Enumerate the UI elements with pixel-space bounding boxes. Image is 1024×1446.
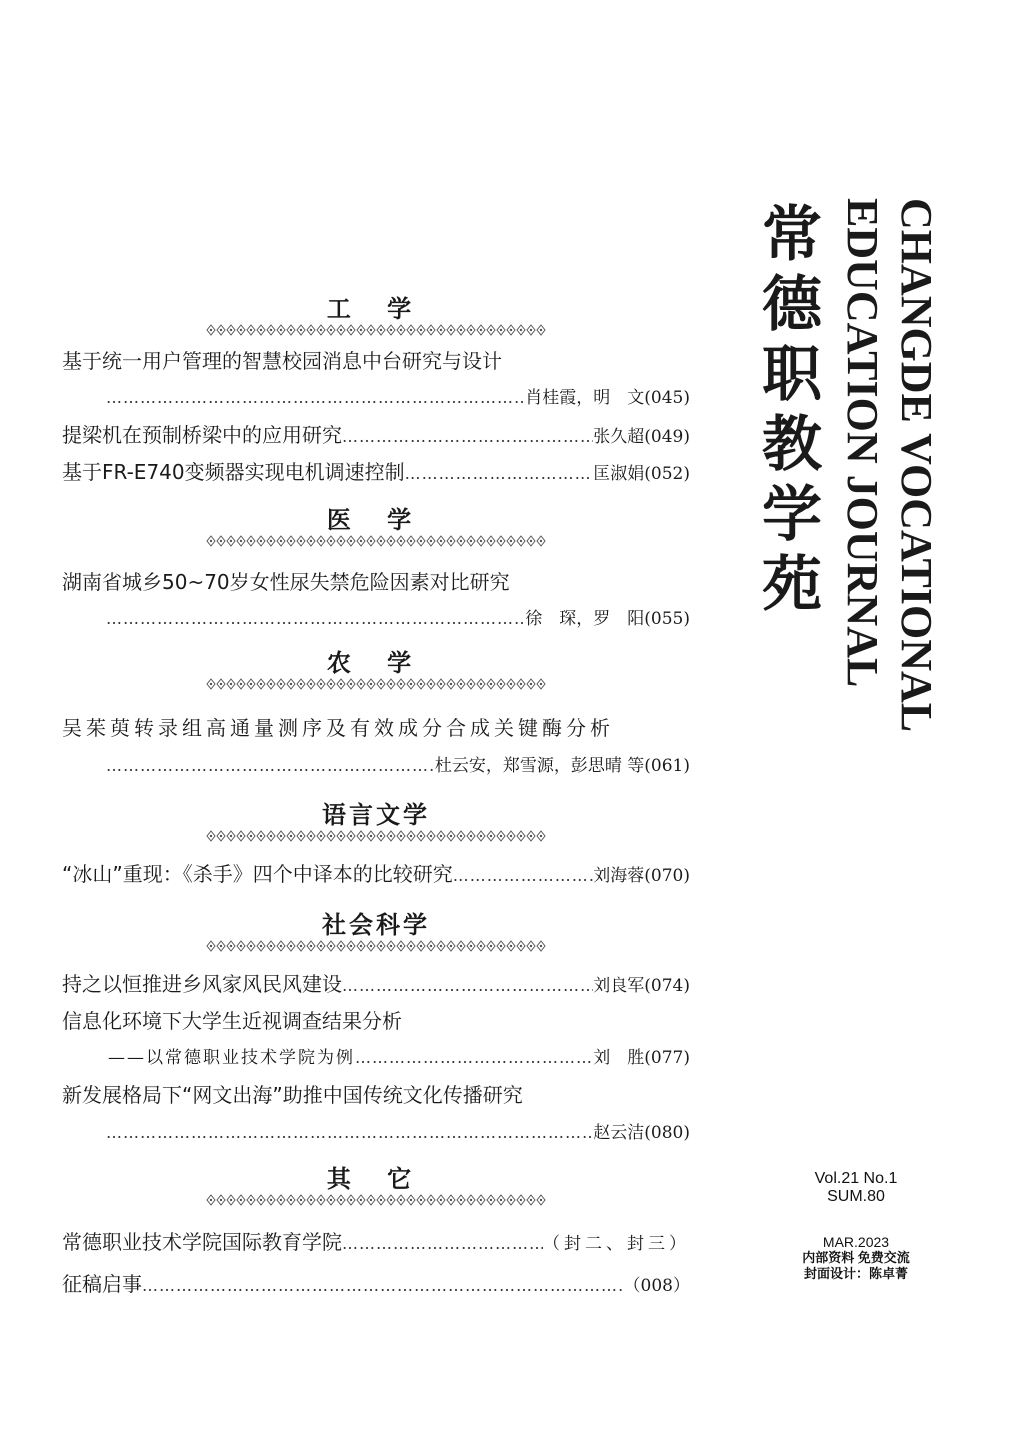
toc-entry-author-line[interactable] [62, 606, 690, 632]
toc-entry-title[interactable] [62, 348, 690, 374]
sum-info: SUM.80 [827, 1188, 885, 1205]
dot-leader [142, 1273, 624, 1297]
dot-leader [106, 753, 435, 779]
toc-entry-author: 徐 琛，罗 阳(055) [525, 609, 690, 629]
toc-entry-author: 肖桂霞，明 文(045) [525, 388, 690, 408]
toc-entry-author: 刘海蓉(070) [593, 866, 690, 886]
toc-entry-author: 刘 胜(077) [593, 1048, 690, 1068]
toc-entry-title[interactable] [62, 1008, 690, 1034]
toc-entry-author: 张久超(049) [593, 427, 690, 447]
toc-entry-author-line[interactable] [62, 1120, 690, 1146]
section-title-linguistics: 语言文学 [322, 801, 430, 829]
toc-entry-title[interactable] [62, 569, 690, 595]
section-title-social: 社会科学 [322, 911, 430, 939]
toc-entry-text: “冰山”重现：《杀手》四个中译本的比较研究 [62, 862, 453, 886]
dot-leader [342, 973, 593, 997]
toc-entry[interactable] [62, 422, 690, 448]
toc-entry-text: 提梁机在预制桥梁中的应用研究 [62, 423, 342, 447]
toc-entry-author: 刘良军(074) [593, 976, 690, 996]
toc-entry-title[interactable] [62, 715, 690, 741]
toc-entry-text: 征稿启事 [62, 1272, 142, 1296]
journal-title-en-line2: EDUCATION JOURNAL [838, 198, 887, 688]
toc-entry-text: 基于FR-E740变频器实现电机调速控制 [62, 460, 405, 484]
toc-entry-subtitle-line[interactable] [62, 1045, 690, 1071]
toc-entry-author-line[interactable] [62, 753, 690, 779]
section-divider-ornament [206, 678, 546, 690]
dot-leader [355, 1045, 593, 1071]
dot-leader [342, 424, 593, 448]
toc-entry[interactable] [62, 971, 690, 997]
section-divider-ornament [206, 535, 546, 547]
dot-leader [106, 385, 525, 411]
toc-entry-text: 常德职业技术学院国际教育学院 [62, 1230, 342, 1254]
dot-leader [453, 863, 594, 887]
section-divider-ornament [206, 940, 546, 952]
distribution-note: 内部资料 免费交流 [802, 1250, 910, 1265]
toc-entry[interactable] [62, 1229, 690, 1255]
dot-leader [106, 606, 525, 632]
journal-title-cn: 常德职教学苑 [752, 202, 822, 622]
toc-entry[interactable] [62, 1271, 690, 1297]
section-title-other: 其 它 [326, 1165, 426, 1193]
issue-date: MAR.2023 [822, 1234, 890, 1250]
dot-leader [405, 461, 594, 485]
toc-entry[interactable] [62, 861, 690, 887]
toc-entry-text: 新发展格局下“网文出海”助推中国传统文化传播研究 [62, 1083, 523, 1107]
toc-entry-author: （封二、封三） [543, 1234, 690, 1254]
toc-entry-author: 杜云安，郑雪源，彭思晴 等(061) [434, 756, 690, 776]
section-divider-ornament [206, 830, 546, 842]
toc-entry-subtitle: ——以常德职业技术学院为例 [108, 1048, 355, 1068]
toc-entry-text: 吴茱萸转录组高通量测序及有效成分合成关键酶分析 [62, 716, 614, 740]
section-title-agriculture: 农 学 [326, 649, 426, 677]
cover-design-credit: 封面设计：陈卓菁 [803, 1266, 908, 1281]
toc-entry-author: （008） [623, 1276, 690, 1296]
volume-info: Vol.21 No.1 [814, 1170, 898, 1187]
toc-entry-author: 赵云洁(080) [593, 1123, 690, 1143]
toc-entry-text: 基于统一用户管理的智慧校园消息中台研究与设计 [62, 349, 502, 373]
toc-entry-author-line[interactable] [62, 385, 690, 411]
toc-entry-text: 湖南省城乡50~70岁女性尿失禁危险因素对比研究 [62, 570, 510, 594]
section-title-engineering: 工 学 [326, 295, 426, 323]
section-title-medicine: 医 学 [326, 506, 426, 534]
section-divider-ornament [206, 324, 546, 336]
dot-leader [342, 1231, 543, 1255]
toc-entry-text: 信息化环境下大学生近视调查结果分析 [62, 1009, 402, 1033]
toc-entry-author: 匡淑娟(052) [593, 464, 690, 484]
dot-leader [106, 1120, 593, 1146]
toc-entry-title[interactable] [62, 1082, 690, 1108]
journal-title-en-line1: CHANGDE VOCATIONAL [892, 198, 941, 733]
section-divider-ornament [206, 1194, 546, 1206]
toc-entry-text: 持之以恒推进乡风家风民风建设 [62, 972, 342, 996]
toc-entry[interactable] [62, 459, 690, 485]
